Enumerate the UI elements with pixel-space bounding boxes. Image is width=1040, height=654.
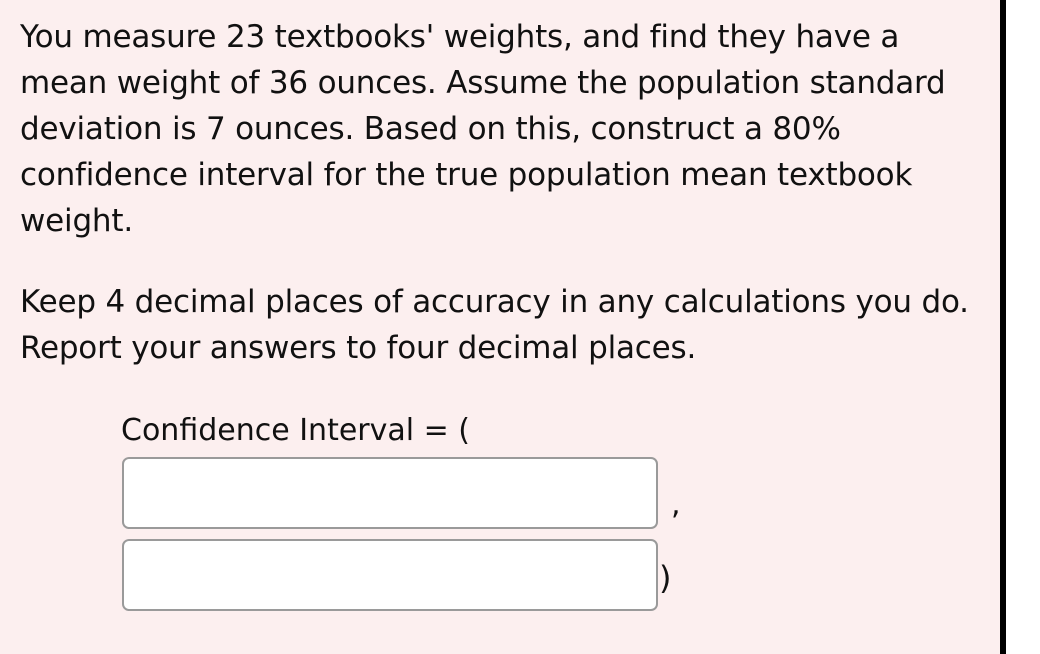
panel-right-border bbox=[1000, 0, 1006, 654]
question-text: You measure 23 textbooks' weights, and find they have a mean weight of 36 ounces. Assume the population standard deviation is 7 ounces. Based on this, construct a 80% confidence interval for the true population mean textbook weight. bbox=[20, 19, 946, 239]
instructions-text: Keep 4 decimal places of accuracy in any calculations you do. Report your answers to four decimal places. bbox=[20, 284, 969, 366]
lower-bound-input[interactable] bbox=[122, 457, 658, 529]
upper-bound-input[interactable] bbox=[122, 539, 658, 611]
closing-parenthesis: ) bbox=[659, 559, 672, 597]
separator-comma: , bbox=[671, 487, 681, 522]
confidence-interval-label: Confidence Interval = ( bbox=[121, 413, 471, 448]
